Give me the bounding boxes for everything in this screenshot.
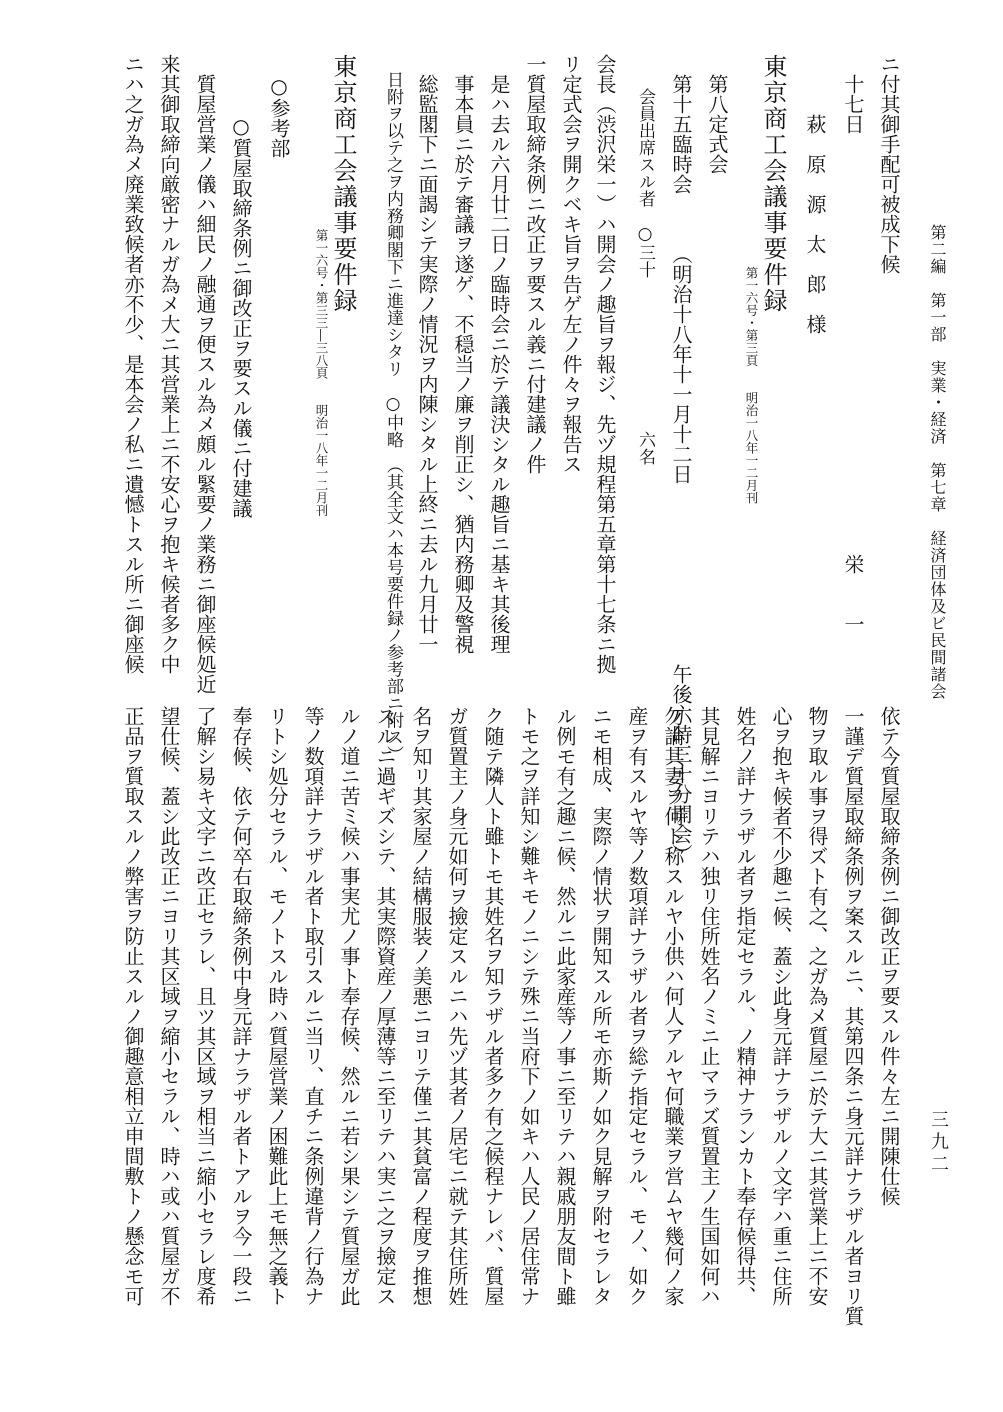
text-column: ガ質置主ノ身元如何ヲ撿定スルニハ先ヅ其者ノ居宅ニ就テ其住所姓 [445,706,469,1306]
text-column: 産ヲ有スルヤ等ノ数項詳ナラザル者ヲ総テ指定セラル、モノ、如ク [625,706,649,1306]
page-number: 三九二 [928,1110,949,1176]
text-column: ル例モ有之趣ニ候、然ルニ此家産等ノ事ニ至リテハ親戚朋友間ト雖 [553,706,577,1306]
text-column: 等ノ数項詳ナラザル者ト取引スルニ当リ、直チニ条例違背ノ行為ナ [301,706,325,1306]
text-column: 正品ヲ質取スルノ弊害ヲ防止スルノ御趣意相立申間敷トノ懸念モ可 [121,706,145,1306]
text-column: 物ヲ取ル事ヲ得ズト有之、之ガ為メ質屋ニ於テ大ニ其営業上ニ不安 [805,706,829,1306]
text-column: 其見解ニヨリテハ独リ住所姓名ノミニ止マラズ質置主ノ生国如何ハ [697,706,721,1306]
attendance-line: 会員出席スル者 ○三十 六名 [635,54,655,465]
text-column: 総監閣下ニ面謁シテ実際ノ情況ヲ内陳シタル上終ニ去ル九月廿一 [415,54,439,654]
text-column: 日附ヲ以テ之ヲ内務卿閣下ニ進達シタリ ○中略 （其全文ハ本号要件録ノ参考部ニ附ス） [383,54,403,763]
text-column: 心ヲ抱キ候者不少趣ニ候、蓋シ此身元詳ナラザルノ文字ハ重ニ住所 [769,706,793,1306]
text-column: 姓名ノ詳ナラザル者ヲ指定セラル、ノ精神ナランカト奉存候得共、 [733,706,757,1306]
text-column: 質屋営業ノ儀ハ細民ノ融通ヲ便スル為メ頗ル緊要ノ業務ニ御座候処近 [193,54,217,694]
text-column: 一質屋取締条例ニ改正ヲ要スル義ニ付建議ノ件 [523,54,547,474]
source-title: 東京商工会議事要件録 [759,54,787,314]
text-column: ニモ相成、実際ノ情状ヲ開知スル所モ亦斯ノ如ク見解ヲ附セラレタ [589,706,613,1306]
text-column: リトシ処分セラル、モノトスル時ハ質屋営業ノ困難此上モ無之義ト [265,706,289,1306]
text-column: ク随テ隣人ト雖トモ其姓名ヲ知ラザル者多ク有之候程ナレバ、質屋 [481,706,505,1306]
source-note: 第一六号・第三頁 明治一八年一二月刊 [744,54,759,504]
text-column: 奉存候、依テ何卒右取締条例中身元詳ナラザル者トアルヲ今一段ニ [229,706,253,1306]
text-column: 事本員ニ於テ審議ヲ遂ゲ、不穏当ノ廉ヲ削正シ、猶内務卿及警視 [451,54,475,654]
text-column: スルニ過ギズシテ、其実際資産ノ厚薄等ニ至リテハ実ニ之ヲ撿定ス [373,706,397,1306]
text-column: 会長（渋沢栄一）ハ開会ノ趣旨ヲ報ジ、先ヅ規程第五章第十七条ニ拠 [593,54,617,674]
addressee-line: 萩 原 源 太 郎 様 [803,54,827,334]
text-column: 了解シ易キ文字ニ改正セラレ、且ツ其区域ヲ相当ニ縮小セラレ度希 [193,706,217,1306]
section-heading: ○参考部 [267,54,291,158]
text-column: 一謹デ質屋取締条例ヲ案スルニ、其第四条ニ身元詳ナラザル者ヨリ質 [841,706,865,1326]
text-column: 勿論其妻ヲ何ト称スルヤ小供ハ何人アルヤ何職業ヲ営ムヤ幾何ノ家 [661,706,685,1306]
proposal-title: ○質屋取締条例ニ御改正ヲ要スル儀ニ付建議 [229,54,253,518]
meeting-date: 第十五臨時会 （明治十八年十一月十二日 午後六時三十分開会） [669,54,693,864]
date-signature-line: 十七日 栄 一 [841,54,865,634]
text-column: 望仕候、蓋シ此改正ニヨリ其区域ヲ縮小セラル、時ハ或ハ質屋ガ不 [157,706,181,1306]
text-column: 名ヲ知リ其家屋ノ結構服装ノ美悪ニヨリテ僅ニ其貧富ノ程度ヲ推想 [409,706,433,1306]
source-note: 第一六号・第三三―三八頁 明治一八年一二月刊 [314,54,329,517]
text-column: トモ之ヲ詳知シ難キモノニシテ殊ニ当府下ノ如キハ人民ノ居住常ナ [517,706,541,1306]
running-header: 第二編 第一部 実業・経済 第七章 経済団体及ビ民間諸会 [928,224,947,700]
text-column: 来其御取締向厳密ナルガ為メ大ニ其営業上ニ不安心ヲ抱キ候者多ク中 [157,54,181,674]
text-column: ニ付其御手配可被成下候 [877,54,901,274]
text-column: ニハ之ガ為メ廃業致候者亦不少、是本会ノ私ニ遺憾トスル所ニ御座候 [121,54,145,674]
source-title: 東京商工会議事要件録 [329,54,357,314]
text-column: 依テ今質屋取締条例ニ御改正ヲ要スル件々左ニ開陳仕候 [877,706,901,1206]
text-column: ルノ道ニ苦ミ候ハ事実尤ノ事ト奉存候、然ルニ若シ果シテ質屋ガ此 [337,706,361,1306]
text-column: 是ハ去ル六月廿二日ノ臨時会ニ於テ議決シタル趣旨ニ基キ其後理 [487,54,511,654]
text-column: リ定式会ヲ開クベキ旨ヲ告ゲ左ノ件々ヲ報告ス [559,54,583,474]
meeting-name: 第八定式会 [705,54,729,174]
